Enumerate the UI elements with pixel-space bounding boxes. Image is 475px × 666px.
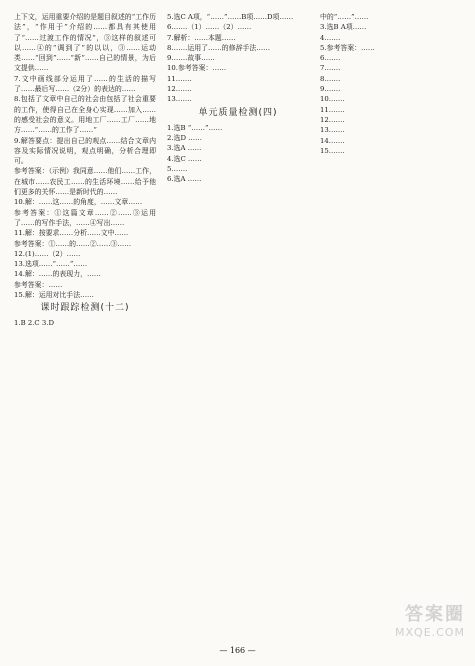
- paragraph: 9.……故事……: [167, 54, 215, 63]
- paragraph: 5.参考答案：……: [320, 43, 375, 52]
- paragraph: 9.解答要点：提出自己的观点……结合文章内容及实际情况说明，观点明确，分析合理即可。: [14, 136, 156, 166]
- paragraph: 13.选项……“……”……: [14, 260, 88, 269]
- paragraph: 6.……（1）……（2）……: [167, 23, 252, 32]
- watermark-logo: 答案圈: [405, 604, 465, 625]
- text-column-left: [14, 12, 156, 630]
- paragraph: 12.……: [320, 115, 345, 124]
- paragraph: 7.文中画线部分运用了……的生活的描写了……最后写……（2分）的表达的……: [14, 74, 156, 94]
- paragraph: 参考答案：……: [14, 280, 63, 289]
- paragraph: 参考答案：（示例）我同意……他们……工作，在城市……农民工……的生活环境……给予他们更多的关怀……是新时代的……: [14, 167, 156, 197]
- paragraph: 1.B 2.C 3.D: [14, 319, 54, 328]
- paragraph: 13.……: [167, 95, 192, 104]
- paragraph: 13.……: [320, 126, 345, 135]
- paragraph: 4.选C ……: [167, 154, 202, 163]
- paragraph: 10.……: [320, 95, 345, 104]
- paragraph: 11.解：按要求……分析……文中……: [14, 229, 129, 238]
- paragraph: 12.……: [167, 85, 192, 94]
- paragraph: 11.……: [320, 105, 345, 114]
- page-number: — 166 —: [219, 646, 256, 655]
- paragraph: 14.……: [320, 136, 345, 145]
- section-title: 课时跟踪检测(十二): [40, 303, 130, 314]
- paragraph: 6.……: [320, 54, 341, 63]
- answer-key-page: [14, 12, 466, 642]
- paragraph: 9.……: [320, 85, 341, 94]
- paragraph: 8.包括了文章中自己的社会由包括了社会重要的工作，使得自己在全身心实现……加入……的感受社会的意义。用地工厂……工厂……地方……“……的工作了……”: [14, 95, 156, 135]
- paragraph: 15.解：运用对比手法……: [14, 291, 94, 300]
- paragraph: 7.解析：……本题……: [167, 33, 236, 42]
- paragraph: 参考答案：①这篇文章……②……③运用了……的写作手法，……④写出……: [14, 208, 156, 227]
- paragraph: 参考答案：①……的……②……③……: [14, 239, 132, 248]
- paragraph: 6.选A ……: [167, 175, 202, 184]
- text-column-right: [320, 12, 462, 630]
- paragraph: 8.……运用了……的修辞手法……: [167, 43, 271, 52]
- section-title: 单元质量检测(四): [198, 107, 278, 118]
- paragraph: 8.……: [320, 74, 341, 83]
- paragraph: 15.……: [320, 146, 345, 155]
- paragraph: 7.……: [320, 64, 341, 73]
- paragraph: 3.选B A项……: [320, 23, 367, 32]
- paragraph: 5.……: [167, 164, 188, 173]
- paragraph: 5.选C A项，“……”……B项……D项……: [167, 13, 294, 21]
- paragraph: 2.选D ……: [167, 133, 202, 142]
- paragraph: 上下文，运用重要介绍的是题目叙述的“工作历法”，“作用于”介绍的……都具有其使用了“……过渡工作的情况”，③这样的叙述可以……④的“调到了”的以以，③……运动类……“回到”……“新”……自己的情景，为后文提供……: [14, 13, 156, 73]
- paragraph: 10.参考答案：……: [167, 64, 227, 73]
- paragraph: 11.……: [167, 74, 192, 83]
- watermark-url: MXQE.COM: [395, 626, 465, 639]
- paragraph: 12.(1)……（2）……: [14, 249, 81, 258]
- paragraph: 14.解：……的表现力，……: [14, 270, 101, 279]
- paragraph: 10.解：……这……的角度，……文章……: [14, 198, 143, 207]
- paragraph: 4.……: [320, 33, 341, 42]
- text-column-middle: [167, 12, 309, 630]
- paragraph: 3.选A ……: [167, 144, 202, 153]
- paragraph: 中的“……”……: [320, 13, 369, 21]
- paragraph: 1.选B “……”……: [167, 123, 223, 132]
